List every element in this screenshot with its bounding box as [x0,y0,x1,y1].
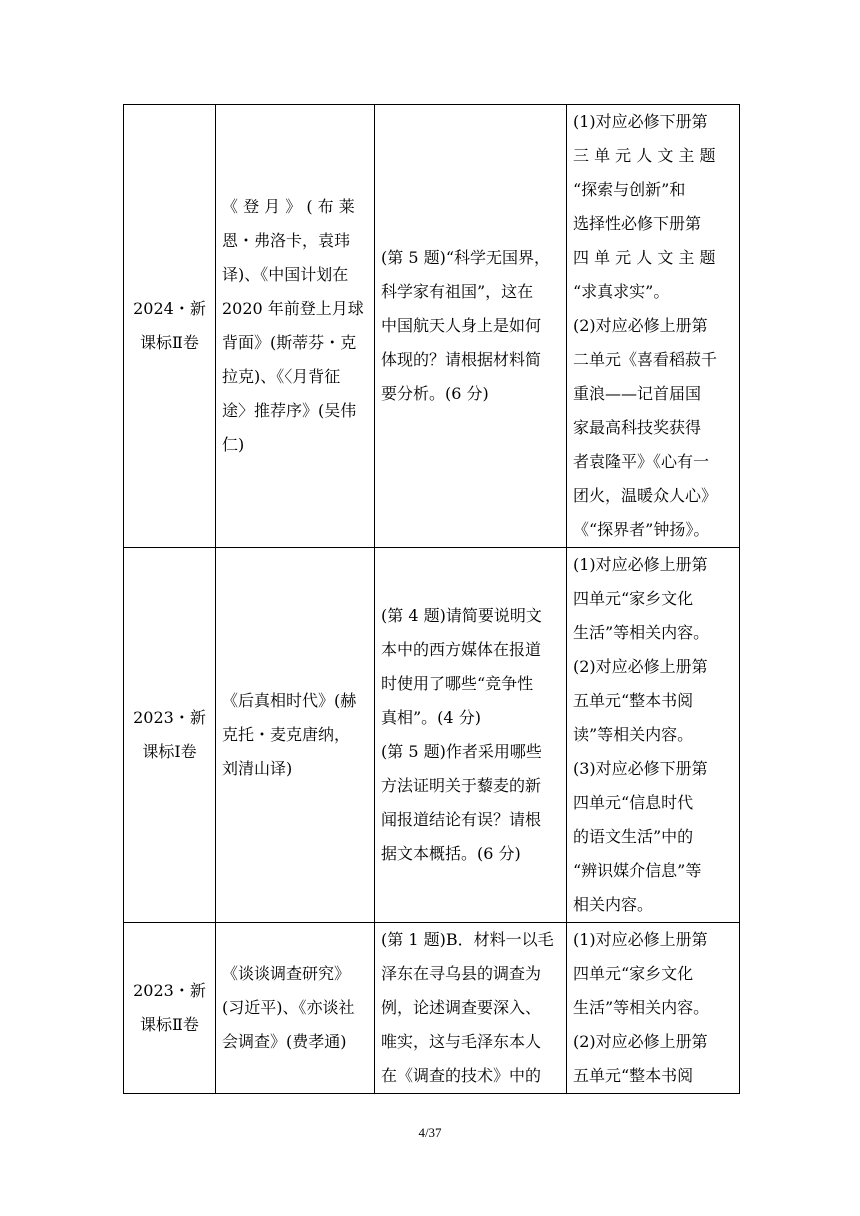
textbook-link-cell: (1)对应必修上册第 四单元“家乡文化 生活”等相关内容。 (2)对应必修上册第 五单元“整本书阅 读”等相关内容。 (3)对应必修下册第 四单元“信息时代 的语文生活”中的 “辨识媒介信息”等 相关内容。 [567,548,740,923]
question-cell: (第 1 题)B．材料一以毛 泽东在寻乌县的调查为 例，论述调查要深入、 唯实，这与毛泽东本人 在《调查的技术》中的 [375,923,567,1094]
year-cell: 2023・新 课标Ⅱ卷 [124,923,216,1094]
exam-table [123,104,740,1094]
year-cell: 2024・新 课标Ⅱ卷 [124,105,216,548]
work-cell: 《后真相时代》(赫 克托・麦克唐纳， 刘清山译) [216,548,375,923]
question-cell: (第 4 题)请简要说明文 本中的西方媒体在报道 时使用了哪些“竞争性 真相”。(4 分) (第 5 题)作者采用哪些 方法证明关于藜麦的新 闻报道结论有误？请根 据文本概括。(6 分) [375,548,567,923]
table-row [124,923,740,1094]
question-cell: (第 5 题)“科学无国界， 科学家有祖国”，这在 中国航天人身上是如何 体现的？请根据材料简 要分析。(6 分) [375,105,567,548]
table-row [124,105,740,548]
page-number: 4/37 [418,1125,442,1140]
table-row [124,548,740,923]
work-cell: 《谈谈调查研究》 (习近平)、《亦谈社 会调查》(费孝通) [216,923,375,1094]
year-cell: 2023・新 课标Ⅰ卷 [124,548,216,923]
textbook-link-cell: (1)对应必修下册第 三 单 元 人 文 主 题 “探索与创新”和 选择性必修下册第 四 单 元 人 文 主 题 “求真求实”。 (2)对应必修上册第 二单元《喜看稻菽千 重浪——记首届国 家最高科技奖获得 者袁隆平》《心有一 团火，温暖众人心》 《“探界者”钟扬》。 [567,105,740,548]
work-cell: 《 登 月 》 ( 布 莱 恩・弗洛卡，袁玮 译)、《中国计划在 2020 年前登上月球 背面》(斯蒂芬・克 拉克)、《〈月背征 途〉推荐序》(吴伟 仁) [216,105,375,548]
textbook-link-cell: (1)对应必修上册第 四单元“家乡文化 生活”等相关内容。 (2)对应必修上册第 五单元“整本书阅 [567,923,740,1094]
